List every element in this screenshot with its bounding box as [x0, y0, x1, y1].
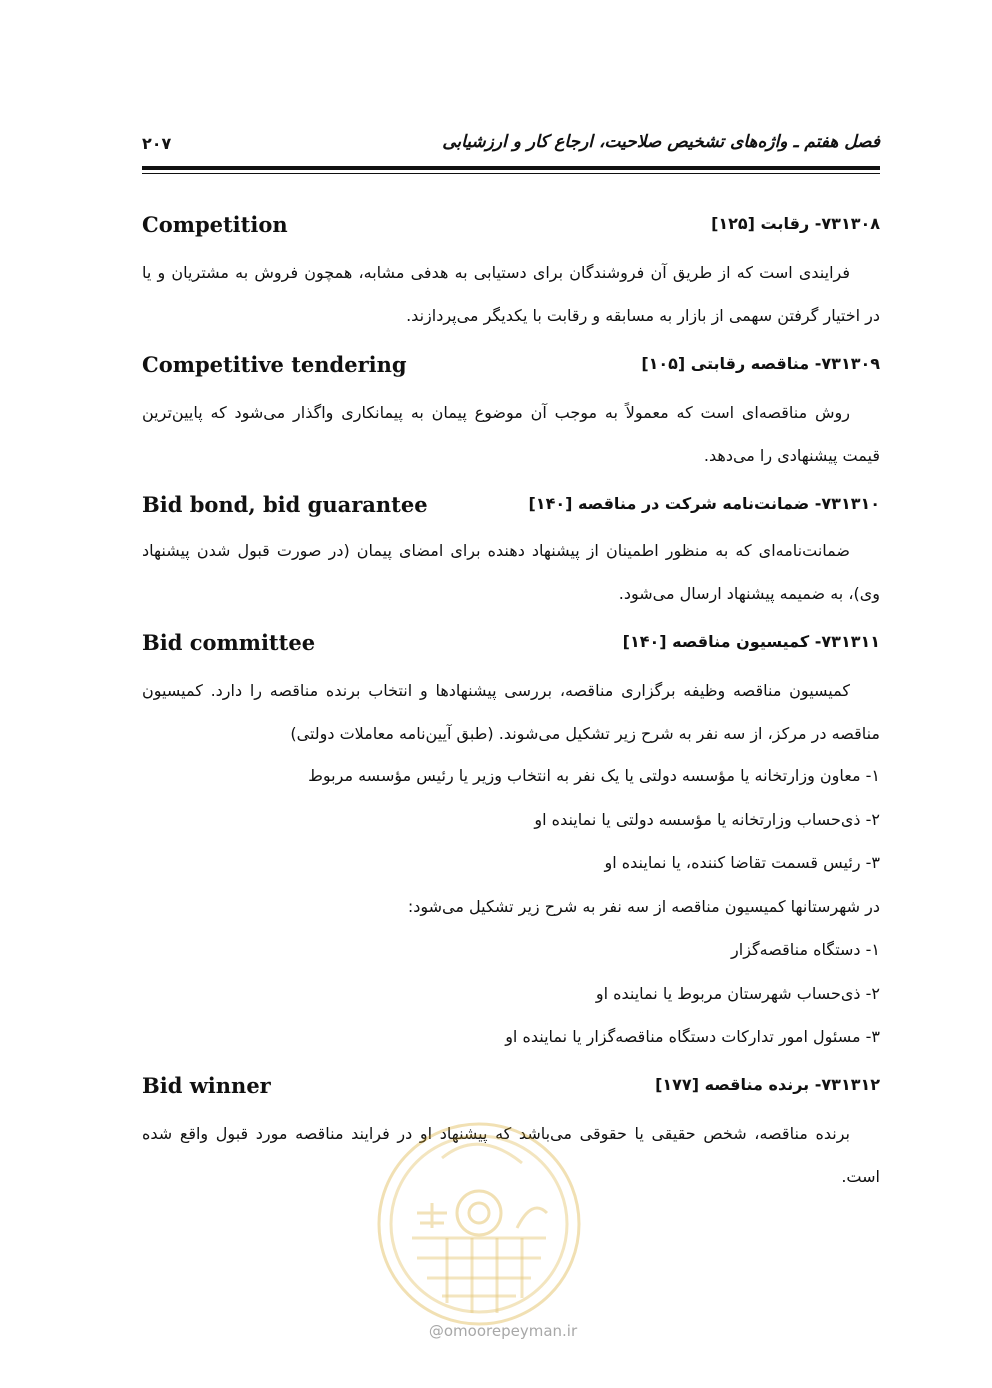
entry-heading — [142, 492, 880, 522]
definition-paragraph: روش مناقصه‌ای است که معمولاً به موجب آن موضوع پیمان به پیمانکاری واگذار می‌شود که پایین‌ترین قیمت پیشنهادی را می‌دهد. — [142, 403, 880, 465]
list-intro: در شهرستانها کمیسیون مناقصه از سه نفر به شرح زیر تشکیل می‌شود: — [407, 897, 880, 916]
definition-paragraph: کمیسیون مناقصه وظیفه برگزاری مناقصه، بررسی پیشنهادها و انتخاب برنده مناقصه را دارد. کمیسیون مناقصه در مرکز، از سه نفر به شرح زیر تشکیل می‌شوند. (طبق آیین‌نامه معاملات دولتی) — [142, 681, 880, 743]
persian-term: ۷۳۱۳۱۱- کمیسیون مناقصه [۱۴۰] — [622, 632, 880, 651]
list-item: ۲- ذی‌حساب شهرستان مربوط یا نماینده او — [595, 984, 880, 1003]
list-item: ۳- مسئول امور تدارکات دستگاه مناقصه‌گزار یا نماینده او — [505, 1027, 880, 1046]
page-header — [142, 128, 880, 160]
english-term: Competitive tendering — [142, 352, 407, 377]
persian-term: ۷۳۱۳۱۲- برنده مناقصه [۱۷۷] — [655, 1075, 880, 1094]
definition-paragraph: ضمانت‌نامه‌ای که به منظور اطمینان از پیشنهاد دهنده برای امضای پیمان (در صورت قبول شدن پیشنهاد وی)، به ضمیمه پیشنهاد ارسال می‌شود. — [142, 541, 880, 603]
list-item: ۱- معاون وزارتخانه یا مؤسسه دولتی یا یک نفر به انتخاب وزیر یا رئیس مؤسسه مربوط — [308, 766, 880, 785]
persian-term: ۷۳۱۳۰۹- مناقصه رقابتی [۱۰۵] — [641, 354, 880, 373]
list-item: ۲- ذی‌حساب وزارتخانه یا مؤسسه دولتی یا نماینده او — [534, 810, 880, 829]
english-term: Bid winner — [142, 1073, 271, 1098]
definition-paragraph: فرایندی است که از طریق آن فروشندگان برای دستیابی به هدفی مشابه، همچون فروش به مشتریان و یا در اختیار گرفتن سهمی از بازار به مسابقه و رقابت با یکدیگر می‌پردازند. — [142, 263, 880, 325]
english-term: Competition — [142, 212, 288, 237]
persian-term: ۷۳۱۳۰۸- رقابت [۱۲۵] — [711, 214, 880, 233]
watermark-seal-logo — [372, 1118, 586, 1330]
definition-paragraph: برنده مناقصه، شخص حقیقی یا حقوقی می‌باشد که پیشنهاد او در فرایند مناقصه مورد قبول واقع شده است. — [142, 1124, 880, 1186]
english-term: Bid bond, bid guarantee — [142, 492, 428, 517]
entry-heading — [142, 212, 880, 242]
entry-heading — [142, 630, 880, 660]
entry-heading — [142, 352, 880, 382]
header-rule-thick — [142, 166, 880, 170]
list-item: ۳- رئیس قسمت تقاضا کننده، یا نماینده او — [604, 853, 880, 872]
header-rule-thin — [142, 173, 880, 174]
list-item: ۱- دستگاه مناقصه‌گزار — [731, 940, 880, 959]
persian-term: ۷۳۱۳۱۰- ضمانت‌نامه شرکت در مناقصه [۱۴۰] — [528, 494, 880, 513]
chapter-title: فصل هفتم ـ واژه‌های تشخیص صلاحیت، ارجاع کار و ارزشیابی — [442, 132, 880, 152]
watermark-url: @omoorepeyman.ir — [428, 1322, 578, 1340]
page-number: ۲۰۷ — [142, 134, 172, 153]
entry-heading — [142, 1073, 880, 1103]
english-term: Bid committee — [142, 630, 316, 655]
